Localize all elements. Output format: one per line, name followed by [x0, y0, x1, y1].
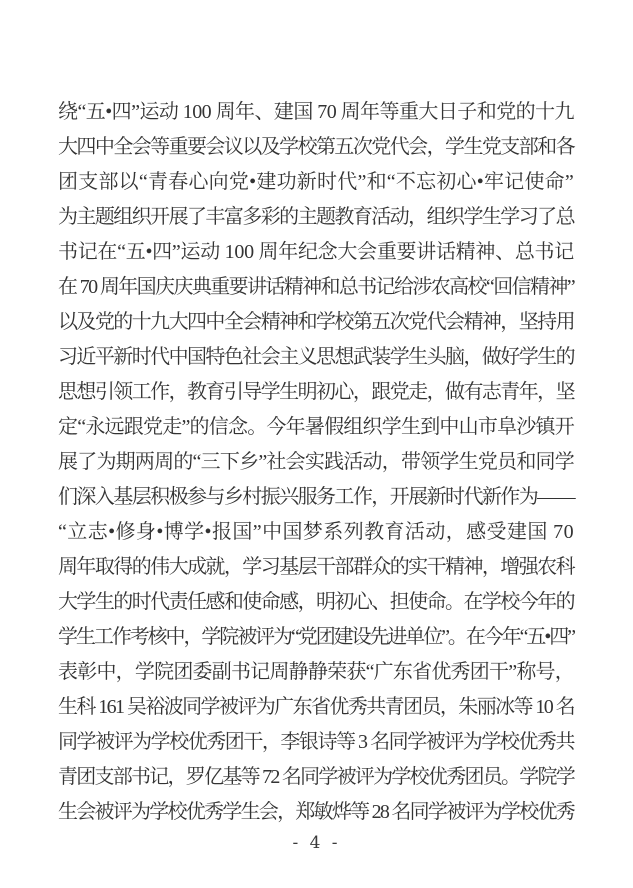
text-line: 书记在“五•四”运动 100 周年纪念大会重要讲话精神、总书记: [58, 241, 574, 263]
text-line: 大四中全会等重要会议以及学校第五次党代会，学生党支部和各: [58, 136, 575, 158]
text-line: 以及党的十九大四中全会精神和学校第五次党代会精神，坚持用: [58, 311, 575, 333]
text-line: 学生工作考核中，学院被评为“党团建设先进单位”。在今年“五•四”: [58, 626, 574, 648]
text-line: 定“永远跟党走”的信念。今年暑假组织学生到中山市阜沙镇开: [58, 416, 574, 438]
document-body: [58, 95, 574, 830]
text-line: 绕“五•四”运动 100 周年、建国 70 周年等重大日子和党的十九: [58, 101, 574, 123]
text-line: 思想引领工作，教育引导学生明初心，跟党走，做有志青年，坚: [58, 381, 575, 403]
page-number: - 4 -: [292, 833, 341, 853]
text-line: 们深入基层积极参与乡村振兴服务工作，开展新时代新作为——: [58, 486, 575, 508]
text-line: 展了为期两周的“三下乡”社会实践活动，带领学生党员和同学: [58, 451, 574, 473]
text-line: 在 70 周年国庆庆典重要讲话精神和总书记给涉农高校“回信精神”: [58, 276, 574, 298]
text-line: 大学生的时代责任感和使命感，明初心、担使命。在学校今年的: [58, 591, 575, 613]
text-line: 生会被评为学校优秀学生会，郑敏烨等 28 名同学被评为学校优秀: [58, 801, 574, 823]
text-line: 表彰中，学院团委副书记周静静荣获“广东省优秀团干”称号，: [58, 661, 574, 683]
text-line: 生科 161 吴裕波同学被评为广东省优秀共青团员，朱丽冰等 10 名: [58, 696, 575, 718]
text-line: 团支部以“青春心向党•建功新时代”和“不忘初心•牢记使命”: [58, 171, 575, 193]
text-line: 为主题组织开展了丰富多彩的主题教育活动，组织学生学习了总: [58, 206, 575, 228]
text-line: 青团支部书记，罗亿基等 72 名同学被评为学校优秀团员。学院学: [58, 766, 574, 788]
text-line: 同学被评为学校优秀团干，李银诗等 3 名同学被评为学校优秀共: [58, 731, 574, 753]
text-line: “立志•修身•博学•报国”中国梦系列教育活动，感受建国 70: [58, 521, 574, 543]
text-line: 习近平新时代中国特色社会主义思想武装学生头脑，做好学生的: [58, 346, 575, 368]
text-line: 周年取得的伟大成就，学习基层干部群众的实干精神，增强农科: [58, 556, 575, 578]
